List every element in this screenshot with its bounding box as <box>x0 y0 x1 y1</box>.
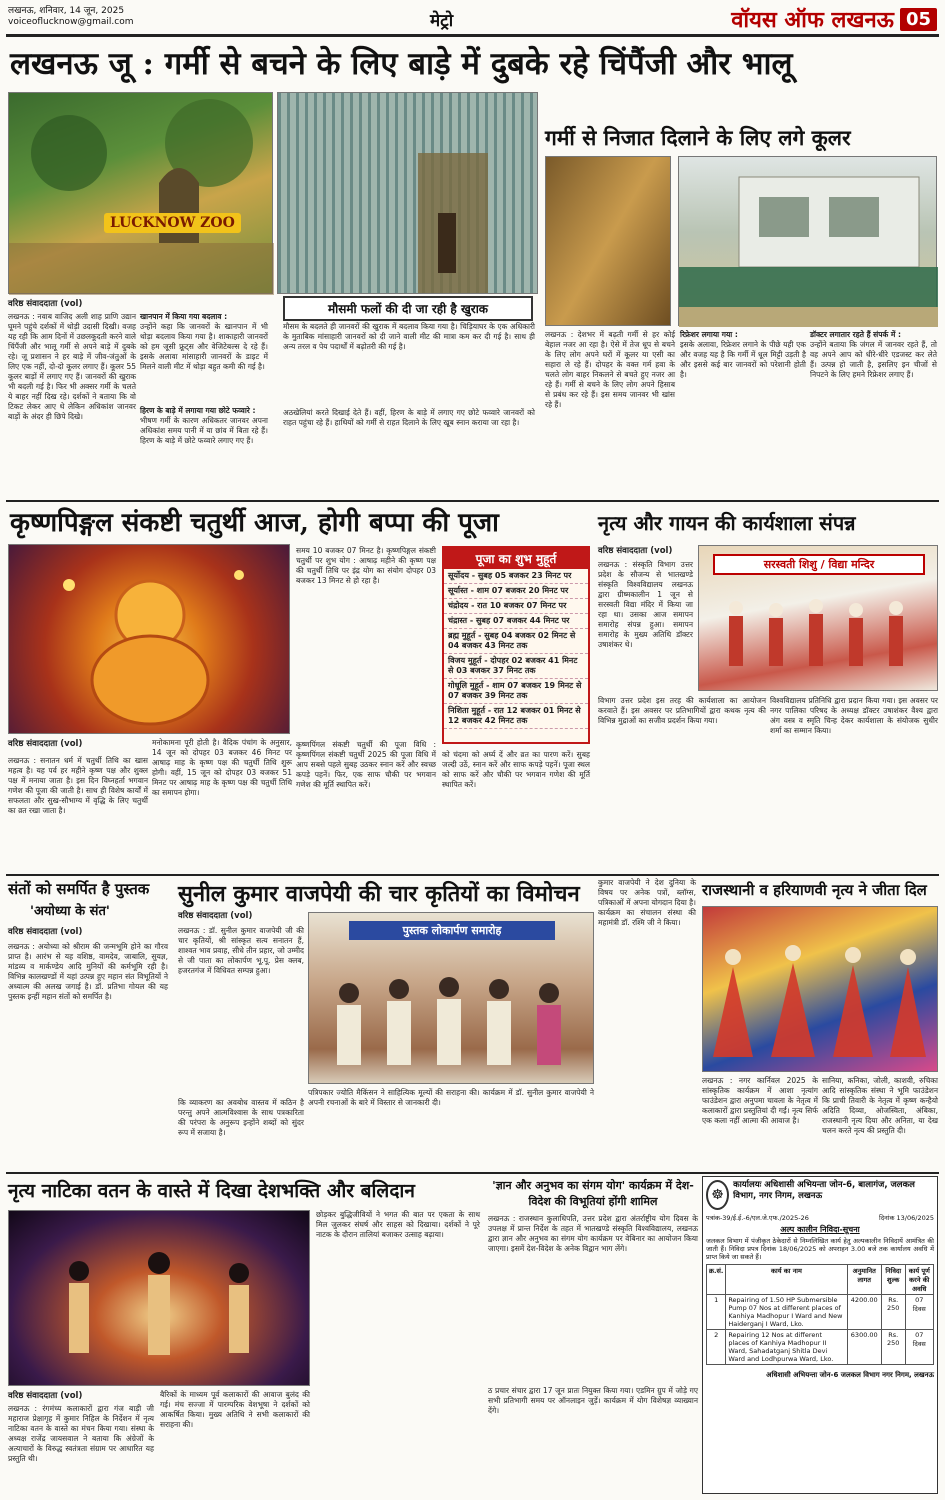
tender-table-header <box>707 1265 934 1295</box>
cell: 07 दिवस <box>905 1295 933 1330</box>
workshop-photo <box>698 545 938 691</box>
seminar-body2: ठ प्रचार संचार द्वारा 17 जून प्रातः नियुक्त किया गया। एडमिन ग्रुप में जोड़े गए सभी प्रतिभागी समय पर ऑनलाइन जुड़ें। कार्यक्रम में योग विशेषज्ञ व्याख्यान देंगे। <box>488 1386 698 1415</box>
cell: Repairing of 1.50 HP Submersible Pump 07 Nos at different places of Kanhiya Madhopur I Ward and New Haiderganj I Ward, Lko. <box>726 1295 847 1330</box>
paper-name: वॉयस ऑफ लखनऊ <box>731 8 894 33</box>
book-body2: कि व्याकरण का अवबोध वास्तव में कठिन है परन्तु अपने आत्मविश्वास के साथ पत्रकारिता की परंपरा के अनुरूप इन्होंने शब्दों को सुंदर रूप में सजाया है। <box>178 1098 304 1137</box>
refresher-body: इसके अलावा, रिफ्रेशर लगाने के पीछे यही एक और वजह यह है कि गर्मी में धूल मिट्टी उड़ती है और इससे कई बार जानवरों को परेशानी होती है। <box>680 340 806 379</box>
cooler-enclosure-illustration <box>679 157 938 327</box>
tender-intro: जलकल विभाग में पंजीकृत ठेकेदारों से निम्नलिखित कार्य हेतु अल्पकालीन निविदायें आमंत्रित की जाती हैं। निविदा प्रपत्र दिनांक 18/06/2025 को अपराहन 3.00 बजे तक कार्यालय अवधि में प्राप्त किये जा सकते हैं। <box>706 1237 934 1261</box>
cell: 4200.00 <box>847 1295 881 1330</box>
enclosure-photo <box>277 92 538 294</box>
book-body3: पत्रिपकार ज्योति मैकिंसन ने साहित्यिक मूल्यों की सराहना की। कार्यक्रम में डॉ. सुनील कुमार वाजपेयी ने अपनी रचनाओं के बारे में विस्तार से जानकारी दी। <box>308 1088 594 1107</box>
ganesh-mid-body: मनोकामना पूरी होती है। वैदिक पंचांग के अनुसार, 14 जून को दोपहर 03 बजकर 46 मिनट पर आषाढ़ माह के कृष्ण पक्ष की चतुर्थी तिथि शुरू होगी। वहीं, 15 जून को दोपहर 03 बजकर 51 मिनट पर आषाढ़ माह के कृष्ण पक्ष की चतुर्थी तिथि का समापन होगा। <box>152 738 292 797</box>
school-sign: सरस्वती शिशु / विद्या मन्दिर <box>713 554 925 575</box>
folk-dance-photo <box>702 906 938 1072</box>
col-cost: अनुमानित लागत <box>847 1265 881 1295</box>
muhurat-row: गोधूलि मुहूर्त - शाम 07 बजकर 19 मिनट से 07 बजकर 39 मिनट तक <box>444 679 588 704</box>
muhurat-box <box>442 546 590 744</box>
cooler-col3 <box>810 330 937 494</box>
section-rule-2 <box>6 874 939 876</box>
tender-date: दिनांक 13/06/2025 <box>879 1214 934 1222</box>
workshop-body2: विभाग उत्तर प्रदेश इस तरह की कार्यशाला का आयोजन करवाते हैं। इस अवसर पर प्रतिभागियों द्वारा कथक नृत्य की विभिन्न मुद्राओं का सजीव प्रदर्शन किया गया। <box>598 696 766 725</box>
ganesh-illustration <box>9 545 291 735</box>
col-period: कार्य पूर्ण करने की अवधि <box>905 1265 933 1295</box>
book-headline: सुनील कुमार वाजपेयी की चार कृतियों का विमोचन <box>178 881 580 907</box>
cell: Repairing 12 Nos at different places of Kanhiya Madhopur II Ward, Sahadatganj Shitla Devi Ward and Lodhpurwa Ward, Lko. <box>726 1330 847 1365</box>
book-credit: वरिष्ठ संवाददाता (vol) <box>178 911 253 921</box>
ganesh-after-body: को चंदमा को अर्घ्य दें और व्रत का पारण करें। सुबह जल्दी उठें, स्नान करें और साफ कपड़े पहनें। पूजा स्थल को साफ करें और चौकी पर भगवान गणेश की मूर्ति स्थापित करें। <box>442 750 590 789</box>
tender-table <box>706 1264 934 1365</box>
section-rule-1 <box>6 500 939 502</box>
zoo-body-col2 <box>140 312 268 494</box>
side-book-subhead: 'अयोध्या के संत' <box>30 904 110 919</box>
side-book-headline: संतों को समर्पित है पुस्तक <box>8 880 150 898</box>
zoo-sign: LUCKNOW ZOO <box>104 213 241 233</box>
zoo-body-col1: लखनऊ : नवाब वाजिद अली शाह प्राणि उद्यान घूमने पहुंचे दर्शकों में थोड़ी उदासी दिखी। वजह यह रही कि आम दिनों में उछलकूदती करने वाले चिंपैंजी और भालू गर्मी से अपने बाड़े में दुबके रहे। जू प्रशासन ने हर बाड़े में जीव-जंतुओं के लिए एक नहीं, दो-दो कूलर लगाए हैं। कूलर 55 कूलर बाड़ों में लगाए गए हैं। जानवरों की खुराक भी बदली गई है। फिर भी अक्सर गर्मी के चलते ये बाहर नहीं दिख रहे। दर्शकों ने बताया कि वो टिकट लेकर आए थे लेकिन अधिकांश जानवर बाड़ों के अंदर ही छिपे दिखे। <box>8 312 136 421</box>
section-label: मेट्रो <box>430 11 454 31</box>
ganesh-yoga-body: समय 10 बजकर 07 मिनट है। कृष्णपिङ्गल संकष्टी चतुर्थी पर शुभ योग : आषाढ़ महीने की कृष्ण पक्ष की चतुर्थी तिथि पर इंद्र योग का संयोग दोपहर 03 बजकर 13 मिनट से हो रहा है। <box>296 546 436 585</box>
zoo-sub2-body: भीषण गर्मी के कारण अधिकतर जानवर अपना अधिकांश समय पानी में या छांव में बिता रहे हैं। हिरण के बाड़े में छोटे फव्वारे लगाए गए हैं। <box>140 416 268 445</box>
col-sno: क्र.सं. <box>707 1265 726 1295</box>
muhurat-row: निशिता मुहूर्त - रात 12 बजकर 01 मिनट से 12 बजकर 42 मिनट तक <box>444 704 588 729</box>
paper-brand <box>731 4 937 34</box>
workshop-credit: वरिष्ठ संवाददाता (vol) <box>598 546 673 556</box>
doctor-body: उन्होंने बताया कि जंगल में जानवर रहते हैं, तो वह अपने आप को धीरे-धीरे एडजस्ट कर लेते हैं। उत्पन्न हो जाती है, इसलिए इन चीजों से निपटने के लिए हमने रिफ्रेशर लगाए हैं। <box>810 340 937 379</box>
cell: Rs. 250 <box>881 1330 905 1365</box>
zoo-sub1-body: उन्होंने कहा कि जानवरों के खानपान में भी थोड़ा बदलाव किया गया है। शाकाहारी जानवरों को हम जूसी फ्रूट्स और वेजिटेबल्स दे रहे हैं। इसके अलावा मांसाहारी जानवरों के डाइट में मिलने वाली मीट में थोड़ा बहुत कमी की गई है। <box>140 322 268 371</box>
cooler-body: लखनऊ : देशभर में बढ़ती गर्मी से हर कोई बेहाल नजर आ रहा है। ऐसे में तेज धूप से बचने के लिए लोग अपने घरों में कूलर या एसी का सहारा ले रहे हैं। दोपहर के वक्त गर्म हवा के चलते लोग बाहर निकलने से बचते हुए नजर आ रहे हैं। गर्मी से बचने के लिए लोग अपने हिसाब से प्रबंध कर रहे हैं। इस समय जानवर भी खांस रहे हैं। <box>545 330 675 409</box>
muhurat-row: सूर्यास्त - शाम 07 बजकर 20 मिनट पर <box>444 584 588 599</box>
zoo-sub1-label: खानपान में किया गया बदलाव : <box>140 312 228 321</box>
table-row <box>707 1330 934 1365</box>
cell: 2 <box>707 1330 726 1365</box>
muhurat-title: पूजा का शुभ मुहूर्त <box>444 548 588 569</box>
tender-sign: अधिशासी अभियन्ता जोन-6 जलकल विभाग नगर निगम, लखनऊ <box>766 1371 934 1379</box>
col-fee: निविदा शुल्क <box>881 1265 905 1295</box>
col-work: कार्य का नाम <box>726 1265 847 1295</box>
tender-ref-row <box>706 1213 934 1222</box>
cooler-headline: गर्मी से निजात दिलाने के लिए लगे कूलर <box>545 125 851 150</box>
header-rule <box>6 34 939 37</box>
ganesh-puja-body: कृष्णपिंगल संकष्टी चतुर्थी की पूजा विधि : कृष्णपिंगल संकष्टी चतुर्थी 2025 की पूजा विधि में आप सबसे पहले सुबह उठकर स्नान करें और स्वच्छ कपड़े पहनें। फिर, एक साफ चौकी पर भगवान गणेश की मूर्ति स्थापित करें। <box>296 740 436 789</box>
workshop-body: लखनऊ : संस्कृति विभाग उत्तर प्रदेश के सौजन्य से भातखण्डे संस्कृति विश्वविद्यालय लखनऊ द्वारा ग्रीष्मकालीन 1 जून से सरस्वती विद्या मंदिर में किया जा रहा था। उसका आज समापन समारोह संपन्न हुआ। समापन समारोह के मुख्य अतिथि डॉक्टर उषाशंकर थे। <box>598 560 693 649</box>
masthead-date <box>8 6 134 28</box>
municipal-emblem-icon: ☸ <box>706 1180 729 1210</box>
cooler-col2 <box>680 330 806 494</box>
drama-stage-illustration <box>9 1211 311 1387</box>
tender-office: कार्यालयः अधिशासी अभियन्ता जोन-6, बालागंज, जलकल विभाग, नगर निगम, लखनऊ <box>733 1180 915 1201</box>
drama-headline: नृत्य नाटिका वतन के वास्ते में दिखा देशभक्ति और बलिदान <box>8 1180 415 1202</box>
ganesh-body: लखनऊ : सनातन धर्म में चतुर्थी तिथि का खास महत्व है। यह पर्व हर महीने कृष्ण पक्ष और शुक्ल पक्ष में मनाया जाता है। इस दिन विघ्नहर्ता भगवान गणेश की पूजा की जाती है। साथ ही विशेष कार्यों में सफलता और सुख-सौभाग्य में वृद्धि के लिए चतुर्थी का व्रत रखा जाता है। <box>8 756 148 815</box>
seminar-body: लखनऊ : राजस्थान कुलाधिपति, उत्तर प्रदेश द्वारा अंतर्राष्ट्रीय योग दिवस के उपलक्ष में प्रान्त निर्देश के तहत में भातखण्डे संस्कृति विश्वविद्यालय, लखनऊ द्वारा ज्ञान और अनुभव का संगम योग कार्यक्रम पर वेबिनार का आयोजन किया जाएगा। इसमें देश-विदेश के अनेक विद्वान भाग लेंगे। <box>488 1214 698 1253</box>
zoo-headline: लखनऊ जू : गर्मी से बचने के लिए बाड़े में दुबके रहे चिंपैंजी और भालू <box>10 46 793 82</box>
fruit-body: मौसम के बदलते ही जानवरों की खुराक में बदलाव किया गया है। चिड़ियाघर के एक अधिकारी के मुताबिक मांसाहारी जानवरों को दी जाने वाली मीट की मात्रा कम कर दी गई है। साथ ही अन्य तरल व पेय पदार्थों में बढ़ोतरी की गई है। <box>283 322 535 351</box>
cooler-enclosure-photo <box>678 156 937 326</box>
side-book-credit: वरिष्ठ संवाददाता (vol) <box>8 927 83 937</box>
table-row <box>707 1295 934 1330</box>
book-body4: कुमार वाजपेयी ने देश दुनिया के विषय पर अनेक पत्रों, ब्लॉग्स, पत्रिकाओं में अपना योगदान दिया है। कार्यक्रम का संचालन संस्था की महामंत्री डॉ. रश्मि जी ने किया। <box>598 878 696 927</box>
section-rule-3 <box>6 1172 939 1174</box>
cell: 07 दिवस <box>905 1330 933 1365</box>
refresher-label: रिफ्रेशर लगाया गया : <box>680 330 738 339</box>
cell: 1 <box>707 1295 726 1330</box>
drama-body: लखनऊ : रंगमंच्य कलाकारों द्वारा गंज बाड़ी जी महाराज प्रेक्षागृह में कुमार निहिल के निर्देशन में नृत्य नाटिका वतन के वास्ते का मंचन किया गया। संस्था के अध्यक्ष राजेंद्र जायसवाल ने बताया कि अंग्रेजों के अत्याचारों के विरुद्ध स्वतंत्रता संग्राम पर आधारित यह प्रस्तुति थी। <box>8 1404 154 1463</box>
ganesh-credit: वरिष्ठ संवाददाता (vol) <box>8 739 83 749</box>
zoo-credit: वरिष्ठ संवाददाता (vol) <box>8 299 83 309</box>
muhurat-row: विजय मुहूर्त - दोपहर 02 बजकर 41 मिनट से 03 बजकर 37 मिनट तक <box>444 654 588 679</box>
date-line: लखनऊ, शनिवार, 14 जून, 2025 <box>8 6 125 16</box>
zoo-gate-photo <box>8 92 273 294</box>
muhurat-row: ब्रह्म मुहूर्त - सुबह 04 बजकर 02 मिनट से 04 बजकर 43 मिनट तक <box>444 629 588 654</box>
folk-body: लखनऊ : नगर कार्निवल 2025 के सांस्कृतिक कार्यक्रम में आशा नृत्यांग फाउंडेशन द्वारा अनुपमा चावला के नेतृत्व में कलाकारों द्वारा प्रस्तुतियां दी गईं। नृत्य सिर्फ एक कला नहीं आत्मा की आवाज है। <box>702 1076 818 1125</box>
side-book-body: लखनऊ : अयोध्या को श्रीराम की जन्मभूमि होने का गौरव प्राप्त है। आरंभ से यह वशिष्ठ, वामदेव, जाबालि, सुयज्ञ, मांडव्य व मार्कण्डेय आदि मुनियों की कर्मभूमि रही है। विभिन्न कालखण्डों में यहां उत्पन्न हुए महान संत विभूतियों ने अध्यात्म की अलख जगाई है। डॉ. प्रतिभा गोयल की यह पुस्तक इन्हीं महान संतों को समर्पित है। <box>8 942 168 1001</box>
drama-body2: बैरिकों के माध्यम पूर्व कलाकारों की आवाज बुलंद की गई। मंच सज्जा में पारम्परिक वेशभूषा ने दर्शकों को आकर्षित किया। मुख्य अतिथि ने सभी कलाकारों की सराहना की। <box>160 1390 310 1429</box>
muhurat-row: सूर्योदय - सुबह 05 बजकर 23 मिनट पर <box>444 569 588 584</box>
tender-title: अल्प कालीन निविदा-सूचना <box>780 1225 860 1234</box>
fruit-box-title: मौसमी फलों की दी जा रही है खुराक <box>283 296 533 321</box>
enclosure-illustration <box>278 93 539 295</box>
cell: Rs. 250 <box>881 1295 905 1330</box>
drama-photo <box>8 1210 310 1386</box>
muhurat-row: चंद्रोदय - रात 10 बजकर 07 मिनट पर <box>444 599 588 614</box>
book-launch-banner: पुस्तक लोकार्पण समारोह <box>349 921 555 940</box>
tender-ref: पत्रांक-39/ई.ई.-6/एल.जे.एफ./2025-26 <box>706 1214 809 1222</box>
zoo-sub2-label: हिरण के बाड़े में लगाया गया छोटे फव्वारे : <box>140 406 256 415</box>
tender-header <box>706 1180 934 1210</box>
folk-body2: सानिया, कनिका, जोली, काशवी, रुचिका आदि सांस्कृतिक संस्था ने भूमि फाउंडेशन कि प्राची तिवारी के नेतृत्व में कृष्ण कन्हैयो अदिति दिव्या, ओजस्विता, अंबिका, राजस्थानी नृत्य दिया और अनिता, या देख चलन करते नृत्य की प्रस्तुति दी। <box>822 1076 938 1135</box>
drama-body3: छोड़कर बुद्धिजीवियों ने भगत की बात पर एकता के साथ मिल जुलकर संघर्ष और साहस को दिखाया। दर्शकों ने पूरे नाटक के दौरान तालियां बजाकर उत्साह बढ़ाया। <box>316 1210 480 1239</box>
email-line: voiceoflucknow@gmail.com <box>8 17 134 27</box>
workshop-body3: विश्वविद्यालय प्रतिनिधि द्वारा प्रदान किया गया। इस अवसर पर नगर पालिका परिषद के अध्यक्ष डॉक्टर उषाशंकर वैश्य द्वारा अंग वस्त्र व स्मृति चिन्ह देकर कार्यशाला के संयोजक सुधीर शर्मा का सम्मान किया। <box>770 696 938 735</box>
doctor-label: डॉक्टर लगातार रहते हैं संपर्क में : <box>810 330 901 339</box>
seminar-headline: 'ज्ञान और अनुभव का संगम योग' कार्यक्रम में देश-विदेश की विभूतियां होंगी शामिल <box>492 1179 694 1208</box>
cooler-hay-photo <box>545 156 671 326</box>
book-body: लखनऊ : डॉ. सुनील कुमार वाजपेयी जी की चार कृतियों, श्री सांस्कृत सत्य सनातन हैं, शाश्वत भाव प्रवाह, सीधे तीन प्रहार, जो उम्मीद से जी पाता का लोकार्पण भू.पू. प्रेस क्लब, हजरतगंज में विधिवत सम्पन्न हुआ। <box>178 926 304 975</box>
zoo-more-body: अठखेलियां करते दिखाई देते हैं। वहीं, हिरण के बाड़े में लगाए गए छोटे फव्वारे जानवरों को राहत पहुंचा रहे हैं। हाथियों को गर्मी से राहत दिलाने के लिए खूब स्नान कराया जा रहा है। <box>283 408 535 427</box>
folk-headline: राजस्थानी व हरियाणवी नृत्य ने जीता दिल <box>702 881 927 899</box>
folk-dancers-illustration <box>703 907 939 1073</box>
tender-notice <box>702 1176 938 1494</box>
ganesh-photo <box>8 544 290 734</box>
muhurat-row: चंद्रास्त - सुबह 07 बजकर 44 मिनट पर <box>444 614 588 629</box>
book-launch-photo <box>308 912 594 1084</box>
cell: 6300.00 <box>847 1330 881 1365</box>
drama-credit: वरिष्ठ संवाददाता (vol) <box>8 1391 83 1401</box>
workshop-headline: नृत्य और गायन की कार्यशाला संपन्न <box>598 511 856 535</box>
ganesh-headline: कृष्णपिङ्गल संकष्टी चतुर्थी आज, होगी बप्पा की पूजा <box>10 508 499 538</box>
zoo-gate-illustration <box>9 93 274 295</box>
page-number: 05 <box>900 8 937 31</box>
